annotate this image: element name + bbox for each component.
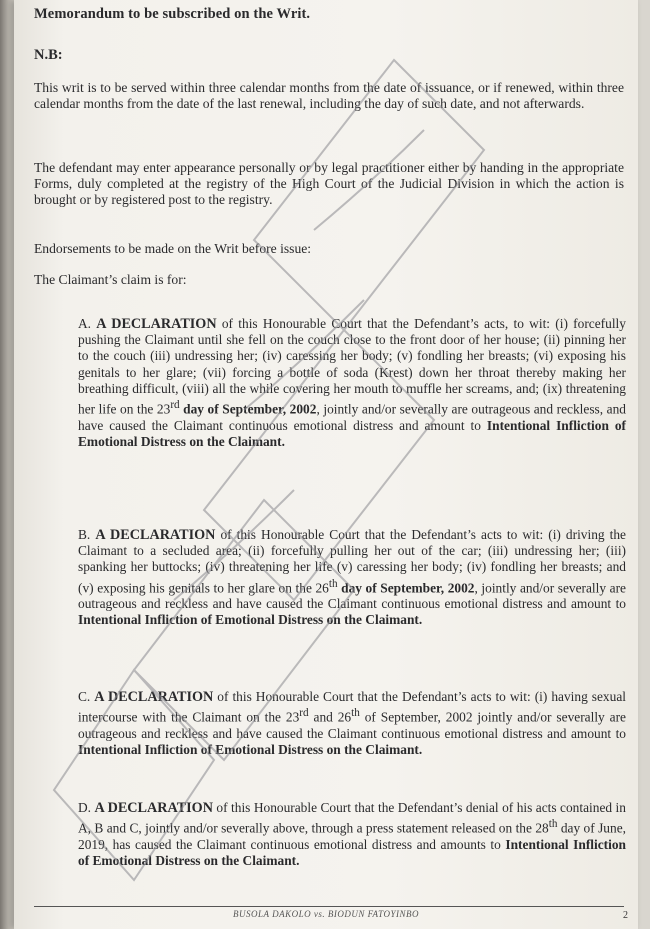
claim-text: of this Honourable Court that the Defendant’s acts, to wit: (i) forcefully pushing the Claimant until she fell on the couch close to the front door of her house; (ii) pinning her to the couch (iii) undressing her; (iv) caressing her body; (v) fondling her breasts; (vi) exposing his genitals to her glare; (vii) forcing a bottle of soda (Krest) down her throat thereby making her breathing difficult, (viii) all the while covering her mouth to muffle her screams, and; (ix) threatening her life on the 23 xyxy=(78,316,626,417)
claim-date: day of September, 2002 xyxy=(337,580,475,596)
claim-text: of this Honourable Court that the Defendant’s acts to wit: (i) driving the Claimant to a secluded area; (ii) forcefully pulling her out of the car; (iii) undressing her; (iii) spanking her buttocks; (iv) threatening her life (v) caressing her body; (iv) fondling her breasts; and (v) exposing his genitals to her glare on the 26 xyxy=(78,527,626,596)
service-paragraph: This writ is to be served within three calendar months from the date of issuance, or if renewed, within three calendar months from the date of the last renewal, including the day of such date, and not afterwards. xyxy=(34,80,624,112)
claim-text: , jointly and/or severally are outrageous and reckless and have caused the Claimant continuous emotional distress and amount to xyxy=(78,580,626,612)
claim-item-b xyxy=(78,527,626,629)
claim-conclusion: Intentional Infliction of Emotional Distress on the Claimant. xyxy=(78,612,423,628)
claim-text: day of June, 2019, has caused the Claimant continuous emotional distress and amounts to xyxy=(78,820,626,852)
claim-text: and 26 xyxy=(308,709,352,725)
claim-conclusion: Intentional Infliction of Emotional Distress on the Claimant. xyxy=(78,417,626,449)
claim-sup: rd xyxy=(170,399,180,412)
claim-item-d xyxy=(78,800,626,869)
claim-sup: rd xyxy=(299,707,309,720)
footer-case-title: BUSOLA DAKOLO vs. BIODUN FATOYINBO xyxy=(233,909,419,919)
claim-lead: A DECLARATION xyxy=(94,689,214,705)
claim-text: of this Honourable Court that the Defendant’s acts to wit: (i) having sexual intercourse with the Claimant on the 23 xyxy=(78,689,626,725)
claim-lead: A DECLARATION xyxy=(96,316,217,332)
claim-letter: C. xyxy=(78,689,91,704)
claim-text: , jointly and/or severally are outrageous and reckless, and have caused the Claimant continuous emotional distress and amount to xyxy=(78,401,626,433)
claim-sup: th xyxy=(548,818,558,831)
claim-text: of this Honourable Court that the Defendant’s denial of his acts contained in A, B and C, jointly and/or severally above, through a press statement released on the 28 xyxy=(78,800,626,836)
claim-letter: B. xyxy=(78,527,91,542)
claim-letter: D. xyxy=(78,800,92,815)
claim-item-c xyxy=(78,689,626,758)
endorsements-paragraph: Endorsements to be made on the Writ before issue: xyxy=(34,241,312,256)
claim-item-a xyxy=(78,316,626,450)
claim-sup: th xyxy=(328,577,338,590)
claim-intro-paragraph: The Claimant’s claim is for: xyxy=(34,272,187,287)
document-page xyxy=(14,0,638,929)
page-number: 2 xyxy=(623,910,628,921)
claim-conclusion: Intentional Infliction of Emotional Distress on the Claimant. xyxy=(78,742,423,758)
memorandum-heading: Memorandum to be subscribed on the Writ. xyxy=(34,6,311,22)
page-binding-edge xyxy=(0,0,14,929)
appearance-paragraph: The defendant may enter appearance personally or by legal practitioner either by handing in the appropriate Forms, duly completed at the registry of the High Court of the Judicial Division in which the action is brought or by registered post to the registry. xyxy=(34,160,624,208)
claim-date: day of September, 2002 xyxy=(179,401,317,417)
claim-conclusion: Intentional Infliction of Emotional Distress on the Claimant. xyxy=(78,836,626,869)
claim-letter: A. xyxy=(78,316,92,331)
claim-lead: A DECLARATION xyxy=(94,800,213,816)
claim-sup: th xyxy=(351,707,360,720)
claim-lead: A DECLARATION xyxy=(95,527,216,543)
nb-label: N.B: xyxy=(34,47,63,63)
claim-text: of September, 2002 jointly and/or severally are outrageous and reckless and have caused the Claimant continuous emotional distress and amount to xyxy=(78,709,626,741)
footer-rule xyxy=(34,906,624,907)
watermark-stamp xyxy=(14,0,638,929)
